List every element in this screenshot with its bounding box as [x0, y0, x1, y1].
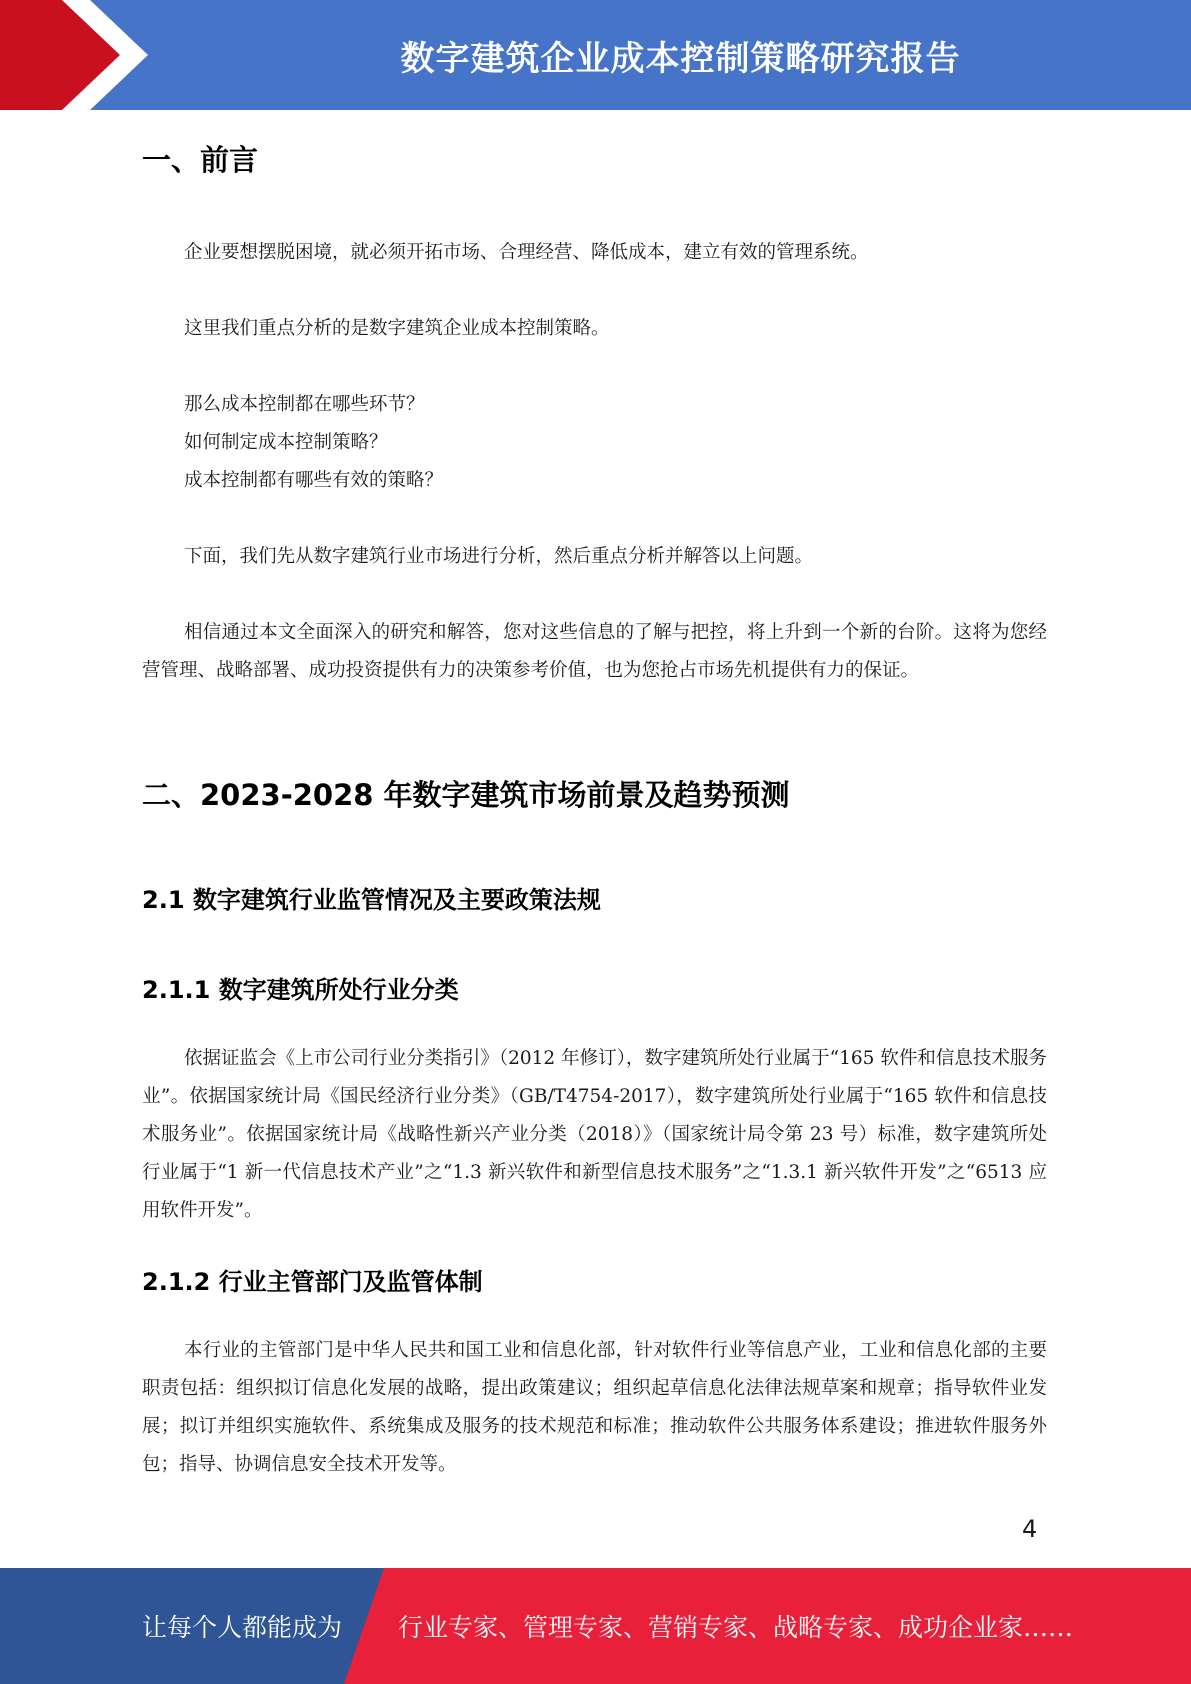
footer-banner — [0, 1568, 1191, 1684]
subsection-heading: 2.1.2 行业主管部门及监管体制 — [142, 1268, 483, 1296]
question-item: 那么成本控制都在哪些环节？ — [184, 394, 425, 415]
paragraph: 依据证监会《上市公司行业分类指引》（2012 年修订），数字建筑所处行业属于“165 软件和信息技术服务业”。依据国家统计局《国民经济行业分类》（GB/T4754-2017），数字建筑所处行业属于“165 软件和信息技术服务业”。依据国家统计局《战略性新兴产业分类（2018）》（国家统计局令第 23 号）标准，数字建筑所处行业属于“1 新一代信息技术产业”之“1.3 新兴软件和新型信息技术服务”之“1.3.1 新兴软件开发”之“6513 应用软件开发”。 — [142, 1048, 1047, 1221]
question-item: 成本控制都有哪些有效的策略？ — [184, 470, 444, 491]
paragraph: 相信通过本文全面深入的研究和解答，您对这些信息的了解与把控，将上升到一个新的台阶。这将为您经营管理、战略部署、成功投资提供有力的决策参考价值，也为您抢占市场先机提供有力的保证。 — [142, 622, 1047, 681]
footer-slogan-left: 让每个人都能成为 — [142, 1613, 343, 1642]
header-banner — [0, 0, 1191, 110]
question-item: 如何制定成本控制策略？ — [184, 432, 388, 453]
paragraph: 企业要想摆脱困境，就必须开拓市场、合理经营、降低成本，建立有效的管理系统。 — [184, 242, 869, 263]
footer-slogan-right: 行业专家、管理专家、营销专家、战略专家、成功企业家…… — [398, 1613, 1074, 1642]
paragraph: 本行业的主管部门是中华人民共和国工业和信息化部，针对软件行业等信息产业，工业和信息化部的主要职责包括：组织拟订信息化发展的战略，提出政策建议；组织起草信息化法律法规草案和规章；指导软件业发展；拟订并组织实施软件、系统集成及服务的技术规范和标准；推动软件公共服务体系建设；推进软件服务外包；指导、协调信息安全技术开发等。 — [142, 1340, 1047, 1475]
subsection-heading: 2.1 数字建筑行业监管情况及主要政策法规 — [142, 886, 601, 914]
paragraph: 下面，我们先从数字建筑行业市场进行分析，然后重点分析并解答以上问题。 — [184, 546, 814, 567]
section-heading-forecast: 二、2023-2028 年数字建筑市场前景及趋势预测 — [142, 778, 790, 812]
paragraph: 这里我们重点分析的是数字建筑企业成本控制策略。 — [184, 318, 610, 339]
page-number: 4 — [1022, 1515, 1038, 1543]
section-heading-preface: 一、前言 — [142, 143, 259, 177]
subsection-heading: 2.1.1 数字建筑所处行业分类 — [142, 976, 459, 1004]
document-title: 数字建筑企业成本控制策略研究报告 — [400, 38, 961, 79]
